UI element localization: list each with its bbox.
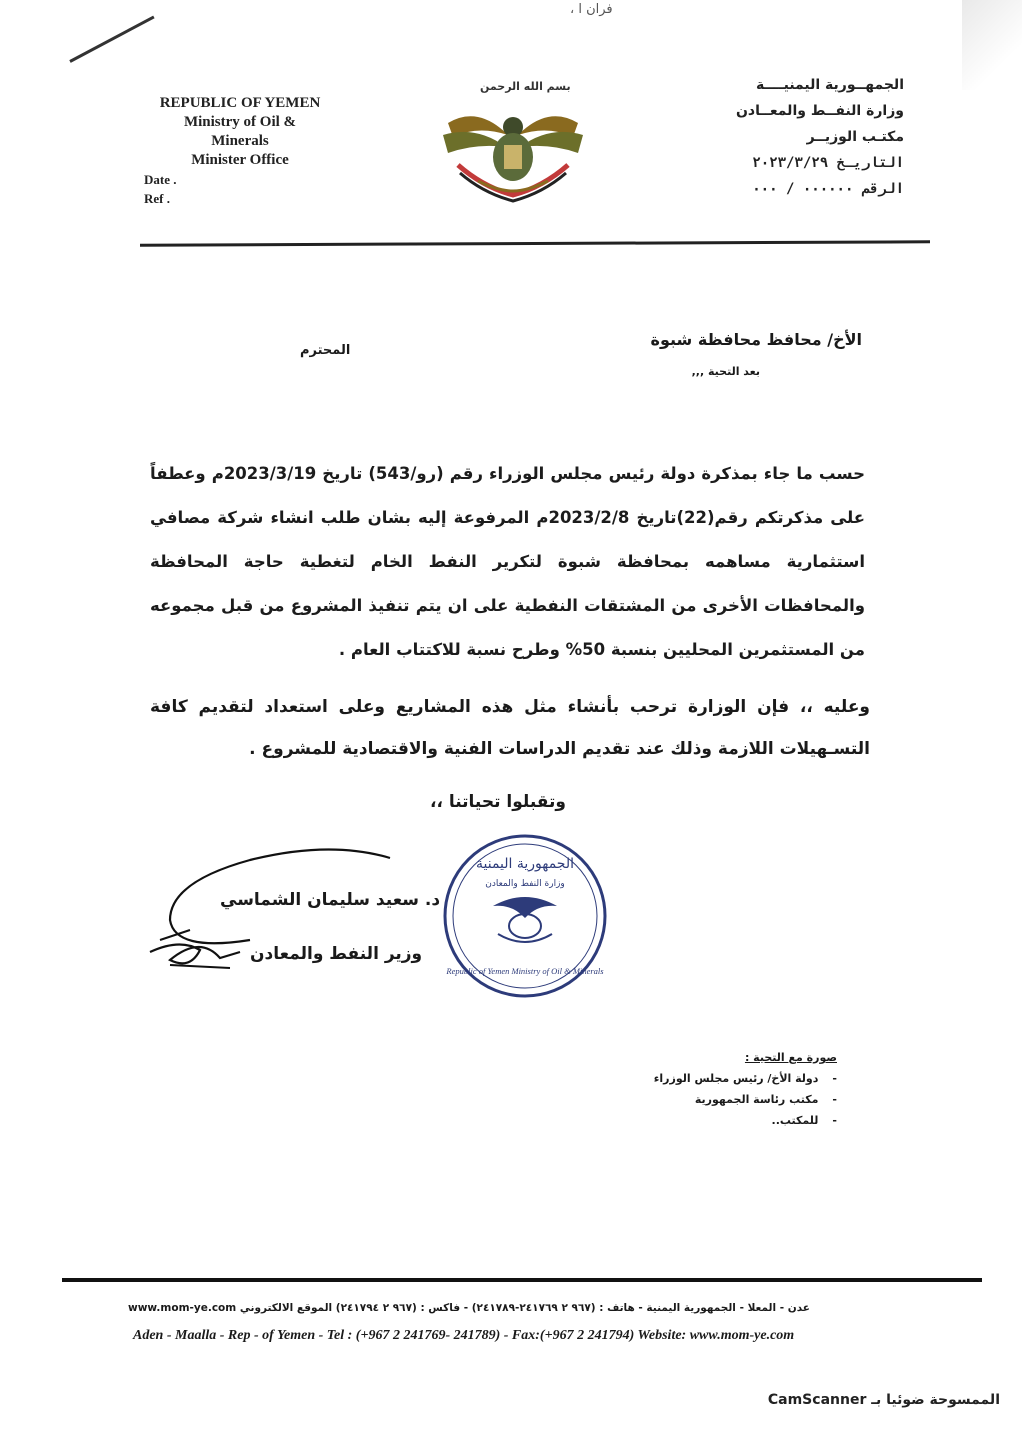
body-paragraph-1 xyxy=(150,452,865,672)
official-stamp-icon xyxy=(438,826,613,1006)
header-divider xyxy=(140,240,930,246)
footer-arabic: عدن - المعلا - الجمهورية اليمنية - هاتف : (٩٦٧ ٢ ٢٤١٧٦٩-٢٤١٧٨٩) - فاكس : (٩٦٧ ٢ ٢٤١٧٩٤) الموقع الالكتروني www.mom-ye.com xyxy=(128,1302,810,1314)
letterhead-english xyxy=(140,94,400,208)
body-paragraph-2 xyxy=(150,686,870,770)
cc-item: - مكتب رئاسة الجمهورية xyxy=(654,1089,837,1110)
stamp-sub-text: وزارة النفط والمعادن xyxy=(485,879,565,889)
ref-label: Ref . xyxy=(144,191,170,206)
cc-item: - للمكتب.. xyxy=(654,1110,837,1131)
scan-shadow xyxy=(962,0,1022,90)
letterhead-arabic xyxy=(664,72,904,202)
letterhead-ar-line3: مكتـب الوزيــر xyxy=(806,129,904,145)
letterhead-en-line2: Ministry of Oil & xyxy=(183,114,297,130)
letterhead-ar-ref: الرقم ٠٠٠٠٠٠ / ٠٠٠ xyxy=(752,181,904,197)
letterhead-ar-line1: الجمهــورية اليمنيــــة xyxy=(755,77,904,93)
cc-list xyxy=(654,1047,837,1131)
top-mark: ، فران ا xyxy=(570,2,613,17)
signatory-name: د. سعيد سليمان الشماسي xyxy=(220,890,441,910)
letterhead-ar-date: التاريـخ ٢٠٢٣/٣/٢٩ xyxy=(752,155,904,171)
stamp-top-text: الجمهورية اليمنية xyxy=(475,856,575,872)
letterhead-en-line1: REPUBLIC OF YEMEN xyxy=(159,95,321,111)
date-label: Date . xyxy=(144,172,177,187)
closing: وتقبلوا تحياتنا ،، xyxy=(430,792,566,812)
eagle-emblem-icon xyxy=(438,95,588,205)
signatory-title: وزير النفط والمعادن xyxy=(250,944,423,964)
letterhead-en-line3: Minerals xyxy=(211,133,269,149)
basmala: بسم الله الرحمن xyxy=(480,80,571,93)
body-text-1: حسب ما جاء بمذكرة دولة رئيس مجلس الوزراء رقم (رو/543) تاريخ 2023/3/19م وعطفاً على مذكرتكم رقم(22)تاريخ 2023/2/8م المرفوعة إليه بشان طلب انشاء شركة مصافي استثمارية مساهمه بمحافظة شبوة لتكرير النفط الخام لتغطية حاجة المحافظة والمحافظات الأخرى من المشتقات النفطية على ان يتم تنفيذ المشروع من قبل مجموعه من المستثمرين المحليين بنسبة 50% وطرح نسبة للاكتتاب العام . xyxy=(150,464,865,659)
corner-mark xyxy=(69,16,154,63)
camscanner-watermark: الممسوحة ضوئيا بـ CamScanner xyxy=(767,1392,1000,1408)
stamp-bottom-text: Republic of Yemen Ministry of Oil & Minerals xyxy=(446,966,604,976)
footer-divider xyxy=(62,1278,982,1282)
letterhead-en-line4: Minister Office xyxy=(191,152,289,168)
body-text-2: وعليه ،، فإن الوزارة ترحب بأنشاء مثل هذه المشاريع وعلى استعداد لتقديم كافة التسـهيلات اللازمة وذلك عند تقديم الدراسات الفنية والاقتصادية للمشروع . xyxy=(150,697,870,759)
cc-item: - دولة الأخ/ رئيس مجلس الوزراء xyxy=(654,1068,837,1089)
footer-english: Aden - Maalla - Rep - of Yemen - Tel : (+967 2 241769- 241789) - Fax:(+967 2 241794) Website: www.mom-ye.com xyxy=(133,1328,795,1343)
greeting: بعد التحية ,,, xyxy=(691,365,760,378)
letterhead-ar-line2: وزارة النفــط والمعــادن xyxy=(735,103,904,119)
cc-title: صورة مع التحية : xyxy=(744,1051,837,1064)
honorific: المحترم xyxy=(300,343,351,358)
recipient: الأخ/ محافظ محافظة شبوة xyxy=(650,330,862,349)
